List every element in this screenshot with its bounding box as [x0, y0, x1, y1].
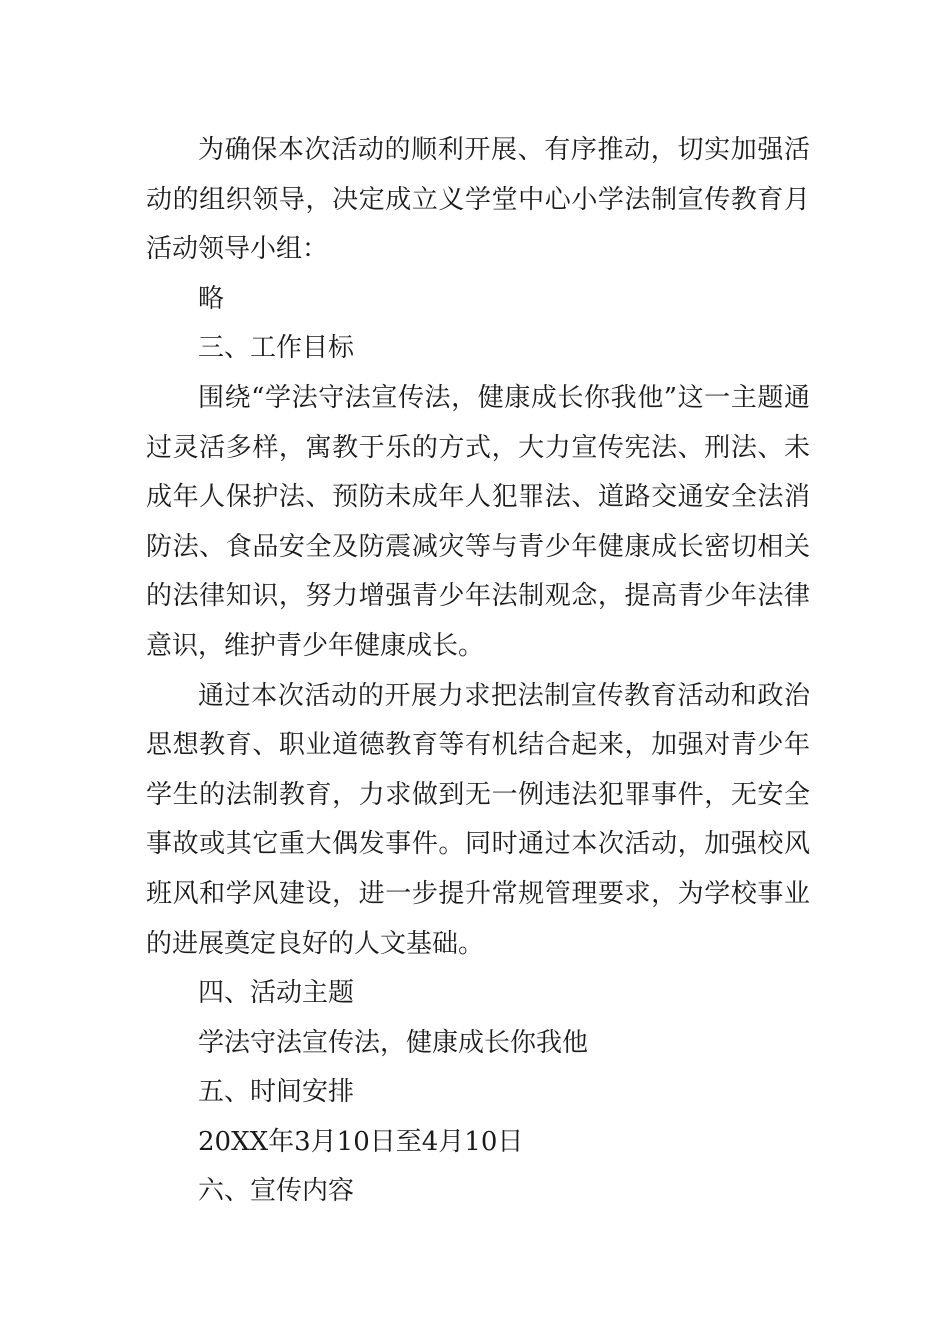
paragraph-goals-detail: 围绕“学法守法宣传法，健康成长你我他”这一主题通过灵活多样，寓教于乐的方式，大力宣传宪法、刑法、未成年人保护法、预防未成年人犯罪法、道路交通安全法消防法、食品安全及防震减灾等与青少年健康成长密切相关的法律知识，努力增强青少年法制观念，提高青少年法律意识，维护青少年健康成长。 — [146, 382, 810, 661]
paragraph-omitted: 略 — [198, 283, 225, 314]
paragraph-leadership-group: 为确保本次活动的顺利开展、有序推动，切实加强活动的组织领导，决定成立义学堂中心小学法制宣传教育月活动领导小组： — [146, 135, 810, 265]
heading-schedule: 五、时间安排 — [198, 1077, 355, 1108]
paragraph-goals-outcome: 通过本次活动的开展力求把法制宣传教育活动和政治思想教育、职业道德教育等有机结合起来，加强对青少年学生的法制教育，力求做到无一例违法犯罪事件，无安全事故或其它重大偶发事件。同时通过本次活动，加强校风班风和学风建设，进一步提升常规管理要求，为学校事业的进展奠定良好的人文基础。 — [146, 680, 810, 959]
heading-activity-theme: 四、活动主题 — [198, 978, 355, 1009]
document-body — [146, 126, 810, 1217]
paragraph-schedule-dates: 20XX年3月10日至4月10日 — [198, 1126, 524, 1157]
paragraph-theme: 学法守法宣传法，健康成长你我他 — [198, 1027, 589, 1058]
heading-work-goals: 三、工作目标 — [198, 333, 355, 364]
heading-publicity-content: 六、宣传内容 — [198, 1176, 355, 1207]
